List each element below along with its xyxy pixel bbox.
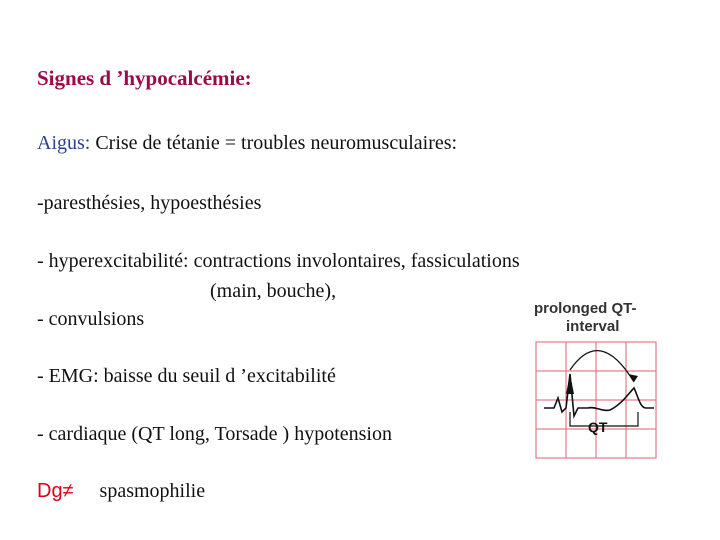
dg-label: Dg≠ — [37, 480, 74, 502]
r-wave-marker — [566, 374, 574, 394]
qt-label: QT — [588, 419, 608, 435]
ecg-trace — [544, 374, 654, 416]
ecg-title-line2: interval — [566, 318, 620, 335]
dg-text: spasmophilie — [99, 480, 206, 502]
paresthesies-line: -paresthésies, hypoesthésies — [37, 192, 262, 214]
qt-arc-arrow — [570, 351, 634, 382]
hyperexcitabilite-continuation: (main, bouche), — [210, 280, 337, 302]
aigus-line — [37, 132, 457, 155]
ecg-figure — [530, 300, 660, 462]
ecg-grid-diagram — [530, 300, 660, 462]
convulsions-line: - convulsions — [37, 308, 145, 330]
cardiaque-line: - cardiaque (QT long, Torsade ) hypotension — [37, 423, 392, 445]
ecg-title-line1: prolonged QT- — [534, 300, 637, 317]
aigus-text: Crise de tétanie = troubles neuromusculaires: — [90, 132, 458, 154]
hyperexcitabilite-line: - hyperexcitabilité: contractions involontaires, fassiculations — [37, 250, 520, 272]
emg-line: - EMG: baisse du seuil d ’excitabilité — [37, 365, 336, 387]
aigus-label: Aigus: — [37, 132, 91, 154]
slide-title: Signes d ’hypocalcémie: — [37, 66, 252, 90]
diagnostic-line — [37, 480, 205, 503]
